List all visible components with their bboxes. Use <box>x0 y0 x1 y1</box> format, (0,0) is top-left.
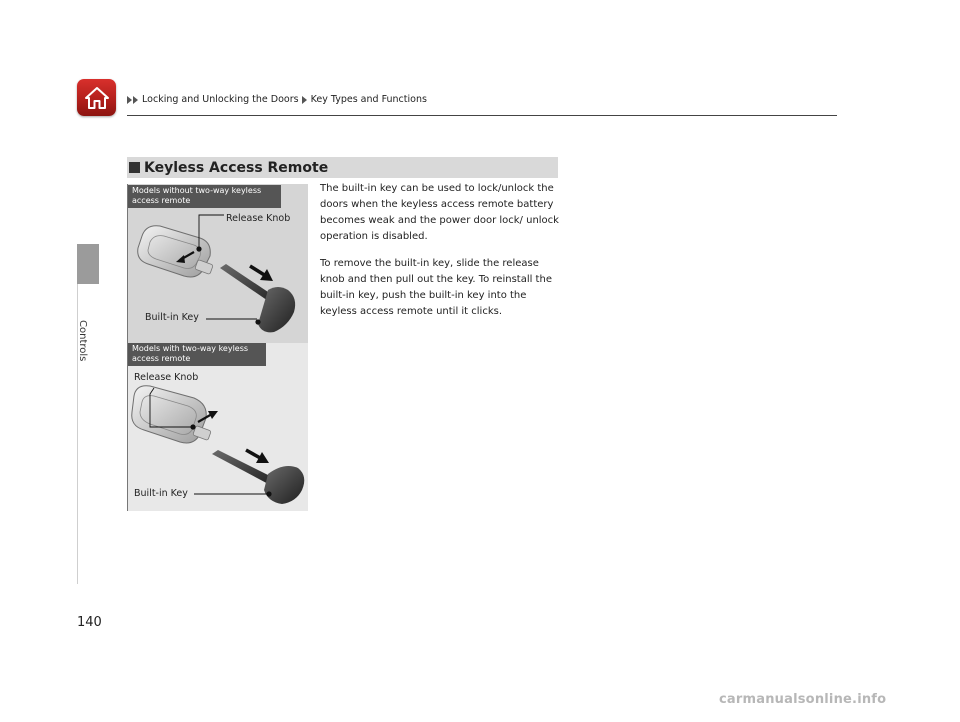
body-text <box>320 181 560 331</box>
breadcrumb-arrow-icon <box>133 96 138 104</box>
page-number: 140 <box>77 615 102 630</box>
bottom-remote-fob <box>132 386 211 443</box>
breadcrumb-arrow-icon <box>127 96 132 104</box>
body-paragraph-1: The built-in key can be used to lock/unlock the doors when the keyless access remote battery becomes weak and the power door lock/ unlock operation is disabled. <box>320 183 559 242</box>
top-built-in-key-label: Built-in Key <box>145 312 199 323</box>
sidebar-tab-marker <box>77 244 99 284</box>
section-title: Keyless Access Remote <box>144 159 329 176</box>
breadcrumb-arrow-icon <box>302 96 307 104</box>
top-model-tag: Models without two-way keyless access remote <box>128 185 281 208</box>
bottom-pull-arrow <box>246 450 269 463</box>
header-rule <box>127 115 837 116</box>
body-paragraph-2: To remove the built-in key, slide the release knob and then pull out the key. To reinstall the built-in key, push the built-in key into the keyless access remote until it clicks. <box>320 258 552 317</box>
top-remote-fob <box>138 226 214 277</box>
breadcrumb <box>127 94 427 105</box>
section-square-icon <box>129 162 140 173</box>
sidebar-section-label[interactable]: Controls <box>77 320 88 362</box>
bottom-built-in-key-label: Built-in Key <box>134 488 188 499</box>
breadcrumb-link-key-types[interactable]: Key Types and Functions <box>310 94 427 105</box>
breadcrumb-link-locking[interactable]: Locking and Unlocking the Doors <box>142 94 299 105</box>
top-pull-arrow <box>250 266 273 281</box>
bottom-release-knob-label: Release Knob <box>134 372 199 383</box>
top-release-knob-label: Release Knob <box>226 213 291 224</box>
watermark: carmanualsonline.info <box>719 692 887 707</box>
home-button[interactable] <box>77 79 116 116</box>
top-built-in-key <box>220 264 295 332</box>
key-figure <box>127 184 308 511</box>
bottom-model-tag: Models with two-way keyless access remote <box>128 343 266 366</box>
section-header <box>127 157 558 178</box>
house-icon <box>84 86 110 110</box>
